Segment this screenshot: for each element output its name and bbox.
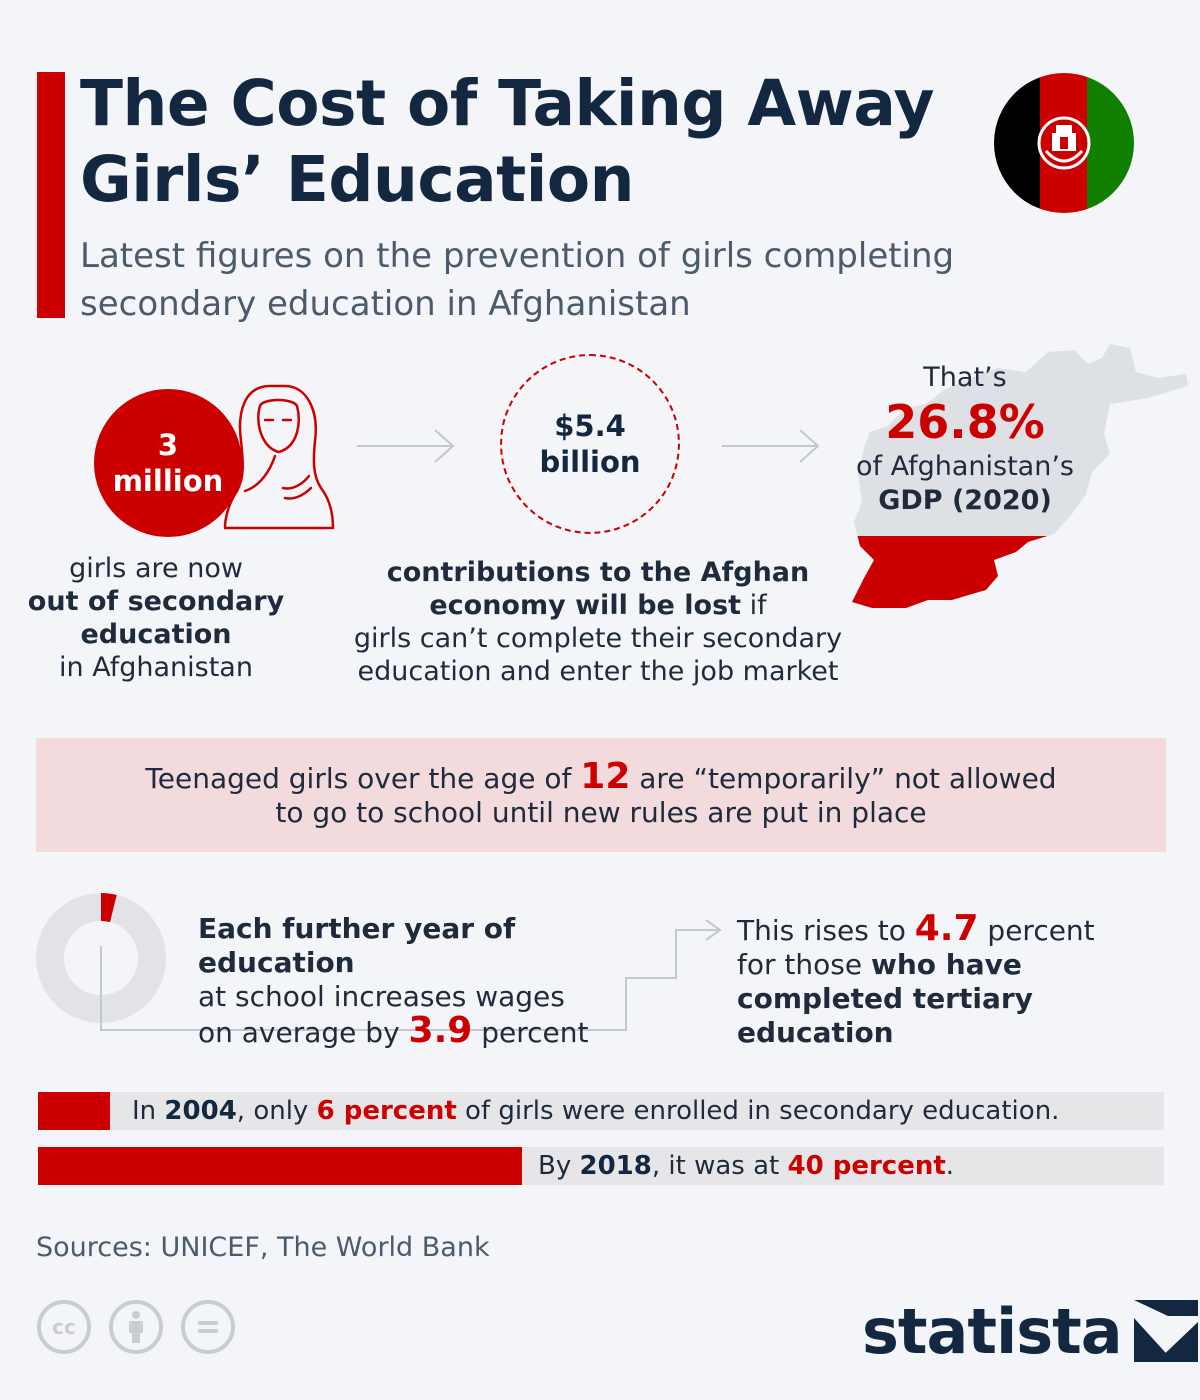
tertiary-line-1-pre: This rises to [737,914,915,947]
notice-line-1 [145,756,1057,797]
afghanistan-flag-icon [994,73,1134,213]
economy-loss-unit: billion [539,445,641,479]
enrollment-bar-2018-fill [38,1147,522,1185]
gdp-prefix: That’s [923,362,1007,393]
enrollment-2018-text [538,1147,954,1185]
arrow-right-icon [355,428,459,468]
economy-desc-line-2-rest: if [741,590,767,621]
girls-count-description [20,552,292,684]
statista-mark-icon [1134,1300,1198,1362]
tertiary-line-2-bold: who have [870,948,1022,981]
girls-desc-line-2: out of secondary [27,586,285,617]
wages-donut-slice [101,907,113,909]
enrollment-bar-2004-fill [38,1092,110,1130]
notice-line-2: to go to school until new rules are put in place [275,796,927,829]
enrollment-2004-text [132,1092,1059,1130]
page-subtitle [80,232,1040,328]
attribution-icon[interactable] [109,1300,163,1354]
bar2-pre: By [538,1151,580,1181]
tertiary-description [737,908,1177,1050]
girls-desc-line-4: in Afghanistan [59,652,253,683]
wages-description [198,912,658,1050]
notice-part-2: are “temporarily” not allowed [630,762,1057,795]
page-title [80,66,980,218]
bar1-post: of girls were enrolled in secondary education. [456,1096,1060,1126]
girl-hijab-icon [215,376,345,540]
tertiary-line-2 [737,948,1177,982]
gdp-share-block [850,362,1080,518]
notice-part-1: Teenaged girls over the age of [145,762,581,795]
bar2-year: 2018 [579,1151,652,1181]
title-line-1: The Cost of Taking Away [80,67,935,140]
bar1-value: 6 percent [316,1096,457,1126]
gdp-line-4: GDP (2020) [878,485,1052,516]
economy-desc-line-1: contributions to the Afghan [386,557,810,588]
cc-label: cc [52,1315,76,1339]
bar2-mid: , it was at [651,1151,788,1181]
girls-desc-line-3: education [80,619,232,650]
wages-line-3-post: percent [472,1016,589,1049]
no-derivatives-icon[interactable] [181,1300,235,1354]
economy-loss-circle [500,354,680,534]
girls-count-number: 3 [157,428,179,462]
tertiary-line-3: completed tertiary education [737,982,1033,1049]
tertiary-value: 4.7 [914,908,979,949]
gdp-share-value: 26.8% [885,395,1045,449]
wages-line-3 [198,1010,658,1051]
title-accent-bar [37,72,65,318]
economy-loss-description [330,556,866,688]
bar1-pre: In [132,1096,165,1126]
bar1-mid: , only [236,1096,317,1126]
notice-age-value: 12 [580,756,631,797]
economy-desc-line-4: education and enter the job market [357,656,839,687]
tertiary-line-1 [737,908,1177,949]
wages-line-1: Each further year of education [198,912,516,979]
tertiary-line-2-pre: for those [737,948,871,981]
bar2-post: . [945,1151,955,1181]
wages-line-3-pre: on average by [198,1016,409,1049]
bar2-value: 40 percent [787,1151,946,1181]
sources-note: Sources: UNICEF, The World Bank [36,1232,490,1263]
economy-desc-line-3: girls can’t complete their secondary [353,623,843,654]
girls-count-unit: million [112,464,224,498]
creative-commons-icon[interactable] [37,1300,91,1354]
title-line-2: Girls’ Education [80,143,635,216]
gdp-line-3: of Afghanistan’s [856,451,1074,482]
economy-loss-number: $5.4 [554,409,626,443]
wages-line-2: at school increases wages [198,980,565,1013]
subtitle-line-2: secondary education in Afghanistan [80,284,691,324]
tertiary-line-1-post: percent [978,914,1095,947]
economy-desc-line-2-bold: economy will be lost [429,590,742,621]
school-ban-notice [36,738,1166,852]
bar1-year: 2004 [164,1096,237,1126]
wages-value: 3.9 [408,1010,473,1051]
girls-desc-line-1: girls are now [69,553,243,584]
arrow-right-icon [720,428,824,468]
subtitle-line-1: Latest figures on the prevention of girls completing [80,236,955,276]
statista-wordmark: statista [862,1294,1122,1368]
economy-desc-line-2 [330,589,866,622]
statista-logo[interactable] [862,1296,1198,1366]
